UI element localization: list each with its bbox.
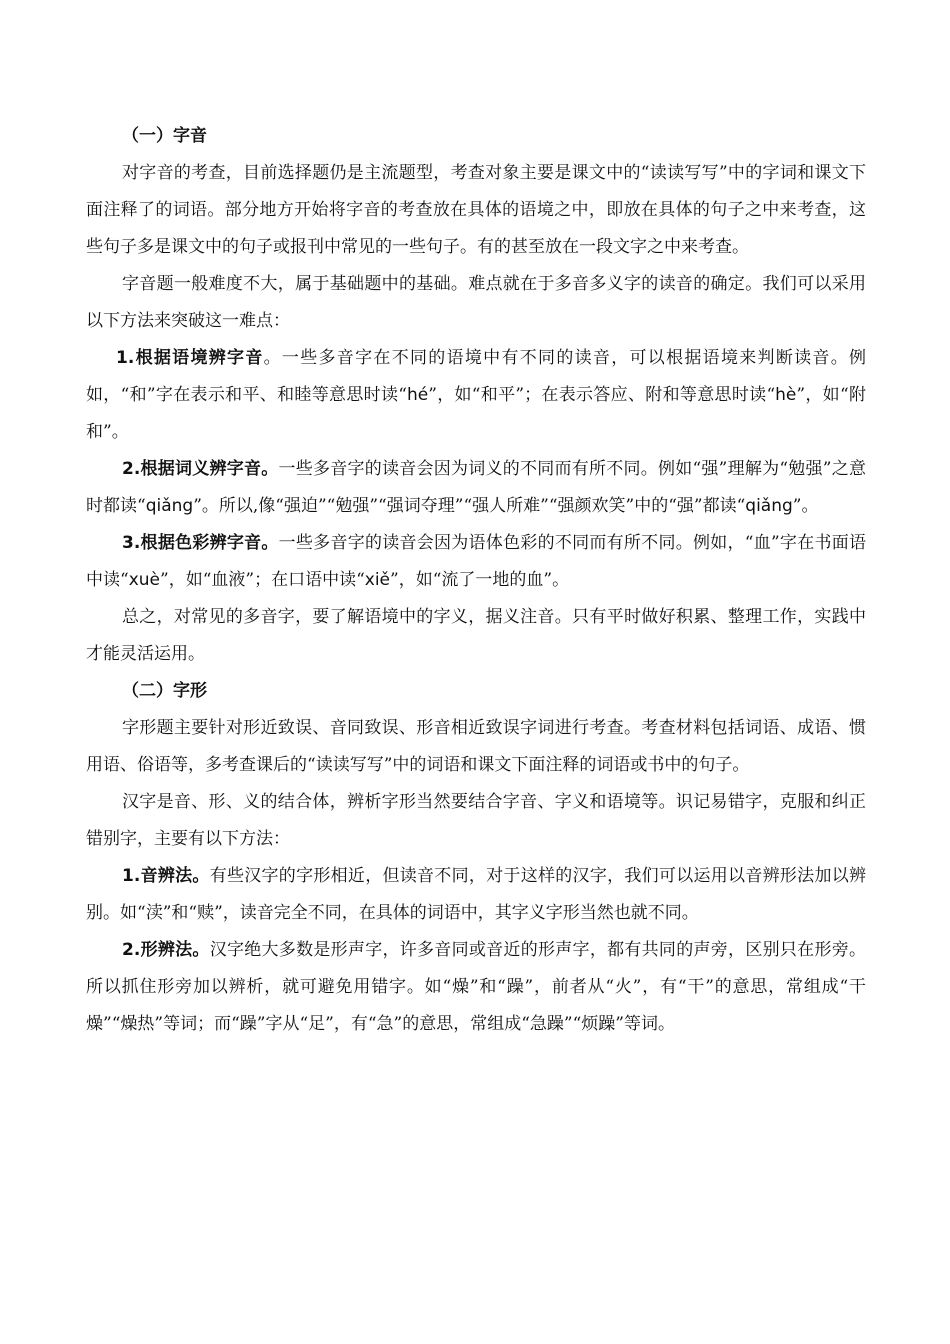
paragraph: 汉字是音、形、义的结合体，辨析字形当然要结合字音、字义和语境等。识记易错字，克服和纠正错别字，主要有以下方法： (86, 792, 866, 849)
paragraph: 对字音的考查，目前选择题仍是主流题型，考查对象主要是课文中的“读读写写”中的字词和课文下面注释了的词语。部分地方开始将字音的考查放在具体的语境之中，即放在具体的句子之中来考查，这些句子多是课文中的句子或报刊中常见的一些句子。有的甚至放在一段文字之中来考查。 (86, 163, 866, 257)
section-heading-pronunciation: （一）字音 (122, 126, 207, 146)
method-text: ”，如“血液”；在口语中读“ (160, 570, 365, 590)
pinyin: qiǎng (745, 496, 793, 516)
method-text: 一些多音字的读音会因为语体色彩的不同而有所不同。例如，“血”字在书面语中读“ (86, 533, 866, 590)
document-page (86, 118, 866, 1043)
method-lead: 1.根据语境辨字音 (116, 348, 264, 368)
method-meaning (86, 451, 866, 525)
pinyin: hé (406, 385, 429, 405)
method-context (86, 340, 866, 451)
method-text: 有些汉字的字形相近，但读音不同，对于这样的汉字，我们可以运用以音辨形法加以辨别。如“渎”和“赎”，读音完全不同，在具体的词语中，其字义字形当然也就不同。 (86, 866, 866, 923)
method-text: 。一些多音字在不同的语境中有不同的读音，可以根据语境来判断读音。例如，“和”字在表示和平、和睦等意思时读“ (86, 348, 867, 405)
method-text: ”，如“附和”。 (86, 385, 866, 442)
method-shape (86, 932, 866, 1043)
pinyin: qiǎng (145, 496, 194, 516)
paragraph: 字形题主要针对形近致误、音同致误、形音相近致误字词进行考查。考查材料包括词语、成语、惯用语、俗语等，多考查课后的“读读写写”中的词语和课文下面注释的词语或书中的句子。 (86, 718, 866, 775)
method-lead: 2.根据词义辨字音。 (122, 459, 279, 479)
method-lead: 3.根据色彩辨字音。 (122, 533, 279, 553)
pinyin: xuè (128, 570, 160, 590)
method-text: ”，如“和平”；在表示答应、附和等意思时读“ (428, 385, 776, 405)
method-text: ”。所以,像“强迫”“勉强”“强词夺理”“强人所难”“强颜欢笑”中的“强”都读“ (193, 496, 746, 516)
pinyin: hè (775, 385, 797, 405)
method-lead: 1.音辨法。 (122, 866, 210, 886)
pinyin: xiě (364, 570, 391, 590)
method-lead: 2.形辨法。 (122, 940, 210, 960)
method-text: 汉字绝大多数是形声字，许多音同或音近的形声字，都有共同的声旁，区别只在形旁。所以抓住形旁加以辨析，就可避免用错字。如“燥”和“躁”，前者从“火”，有“干”的意思，常组成“干燥”“燥热”等词；而“躁”字从“足”，有“急”的意思，常组成“急躁”“烦躁”等词。 (86, 940, 866, 1034)
paragraph: 字音题一般难度不大，属于基础题中的基础。难点就在于多音多义字的读音的确定。我们可以采用以下方法来突破这一难点： (86, 274, 866, 331)
method-sound (86, 858, 866, 932)
method-text: ”。 (792, 496, 819, 516)
method-text: ”，如“流了一地的血”。 (390, 570, 570, 590)
method-register (86, 525, 866, 599)
section-heading-form: （二）字形 (122, 681, 207, 701)
method-text: 一些多音字的读音会因为词义的不同而有所不同。例如“强”理解为“勉强”之意时都读“ (86, 459, 866, 516)
paragraph: 总之，对常见的多音字，要了解语境中的字义，据义注音。只有平时做好积累、整理工作，实践中才能灵活运用。 (86, 607, 866, 664)
